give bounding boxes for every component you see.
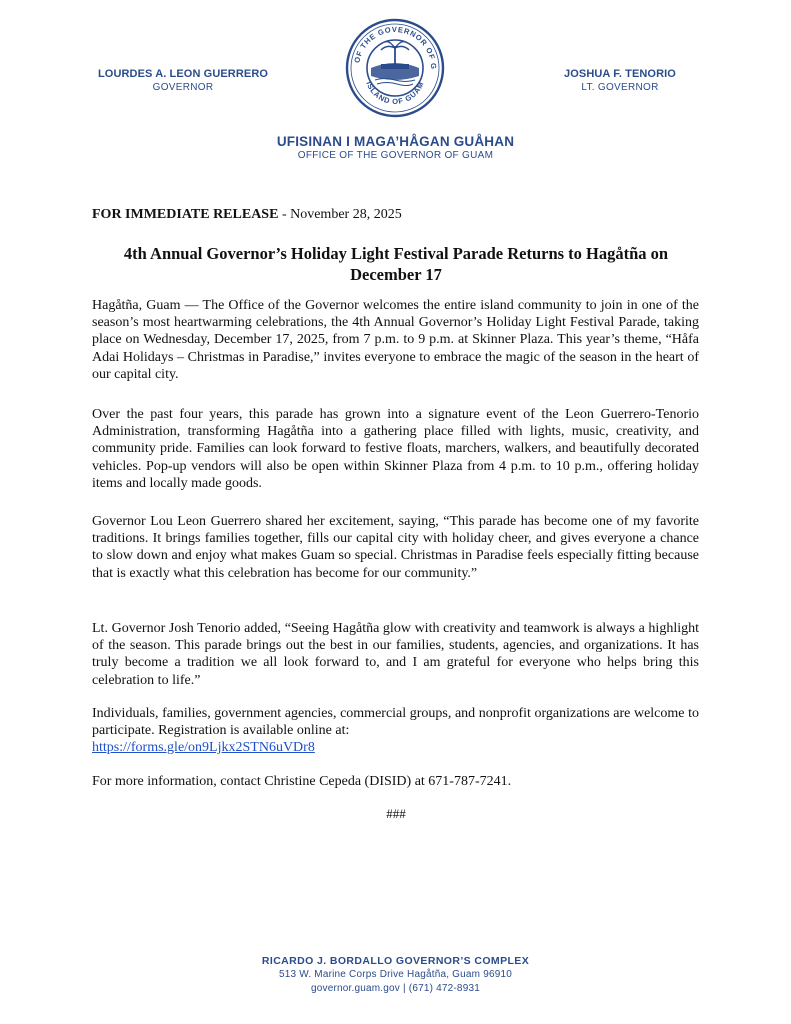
footer-contact — [200, 983, 591, 994]
footer-divider: | — [403, 983, 406, 994]
paragraph-4: Lt. Governor Josh Tenorio added, “Seeing Hagåtña glow with creativity and teamwork is always a highlight of the season. This parade brings out the best in our families, students, agencies, and organizations. It has truly become a tradition we all look forward to, and I am grateful for everyone who helps bring this celebration to life.” — [92, 621, 699, 688]
registration-text: Individuals, families, government agencies, commercial groups, and nonprofit organizations are welcome to participate. Registration is available online at: — [92, 706, 699, 739]
seal-bottom-text: ISLAND OF GUAM — [364, 79, 426, 107]
seal-emblem-icon — [345, 18, 445, 118]
headline — [80, 243, 712, 285]
release-separator: - — [278, 207, 291, 222]
governor-seal — [345, 18, 445, 118]
office-name: UFISINAN I MAGA’HÅGAN GUÅHAN — [276, 134, 515, 149]
footer-website[interactable]: governor.guam.gov — [311, 983, 401, 994]
paragraph-1: Hagåtña, Guam — The Office of the Governor welcomes the entire island community to join in one of the season’s most heartwarming celebrations, the 4th Annual Governor’s Holiday Light Festival Parade, taking place on Wednesday, December 17, 2025, from 7 p.m. to 9 p.m. at Skinner Plaza. This year’s theme, “Håfa Adai Holidays – Christmas in Paradise,” invites everyone to embrace the magic of the season in the heart of our capital city. — [92, 298, 699, 382]
headline-line-2: December 17 — [350, 265, 442, 284]
footer-complex-name: RICARDO J. BORDALLO GOVERNOR’S COMPLEX — [261, 955, 530, 967]
release-date: November 28, 2025 — [290, 207, 402, 222]
governor-title: GOVERNOR — [152, 82, 214, 93]
footer-address: 513 W. Marine Corps Drive Hagåtña, Guam 96910 — [279, 969, 512, 980]
office-subtitle: OFFICE OF THE GOVERNOR OF GUAM — [297, 150, 494, 161]
paragraph-3: Governor Lou Leon Guerrero shared her excitement, saying, “This parade has become one of my favorite traditions. It brings families together, fills our capital city with holiday cheer, and gives everyone a chance to slow down and enjoy what makes Guam so special. Christmas in Paradise feels especially fitting because that is exactly what this celebration has become for our community.” — [92, 514, 699, 581]
lt-governor-title: LT. GOVERNOR — [581, 82, 659, 93]
headline-line-1: 4th Annual Governor’s Holiday Light Festival Parade Returns to Hagåtña on — [123, 244, 669, 263]
footer-phone: (671) 472-8931 — [408, 983, 480, 994]
end-mark: ### — [386, 806, 406, 821]
paragraph-6: For more information, contact Christine Cepeda (DISID) at 671-787-7241. — [92, 774, 512, 789]
governor-name: LOURDES A. LEON GUERRERO — [97, 68, 269, 80]
paragraph-5 — [92, 705, 699, 757]
paragraph-2: Over the past four years, this parade has grown into a signature event of the Leon Guerrero-Tenorio Administration, transforming Hagåtña into a gathering place filled with lights, music, creativity, and community pride. Families can look forward to festive floats, marchers, walkers, and beautifully decorated vehicles. Pop-up vendors will also be open within Skinner Plaza from 4 p.m. to 10 p.m., offering holiday items and locally made goods. — [92, 407, 699, 491]
registration-link[interactable]: https://forms.gle/on9Ljkx2STN6uVDr8 — [92, 740, 315, 756]
seal-top-text: OF THE GOVERNOR OF G — [352, 24, 439, 70]
lt-governor-name: JOSHUA F. TENORIO — [564, 68, 676, 80]
release-label: FOR IMMEDIATE RELEASE — [92, 207, 279, 222]
release-line — [92, 207, 692, 223]
